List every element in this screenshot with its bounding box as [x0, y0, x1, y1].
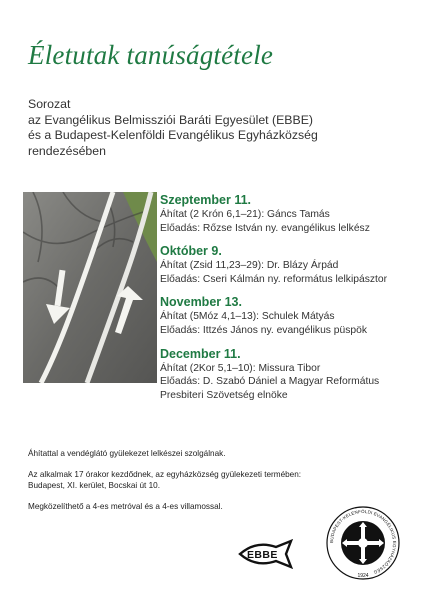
ebbe-fish-logo: [236, 539, 296, 574]
intro-line: és a Budapest-Kelenföldi Evangélikus Egyházközség: [28, 128, 318, 142]
intro-line: Sorozat: [28, 97, 71, 111]
note-venue-line: Az alkalmak 17 órakor kezdődnek, az egyházközség gyülekezeti termében:: [28, 470, 302, 479]
event-item: [160, 295, 415, 337]
church-seal-logo: [325, 505, 401, 586]
event-line: Áhítat (5Móz 4,1–13): Schulek Mátyás: [160, 311, 335, 323]
event-item: [160, 244, 415, 286]
notes: [28, 448, 301, 522]
page-title: Életutak tanúságtétele: [28, 40, 274, 70]
event-line: Áhítat (2Kor 5,1–10): Missura Tibor: [160, 362, 321, 374]
note-venue-address: Budapest, XI. kerület, Bocskai út 10.: [28, 481, 160, 490]
event-line: Presbiteri Szövetség elnöke: [160, 389, 288, 401]
event-date: Szeptember 11.: [160, 193, 252, 207]
note-venue: [28, 469, 301, 491]
event-date: November 13.: [160, 295, 242, 310]
note-worship: Áhítattal a vendéglátó gyülekezet lelkészei szolgálnak.: [28, 449, 226, 458]
event-line: Előadás: Cseri Kálmán ny. református lelkipásztor: [160, 273, 388, 285]
event-line: Előadás: Ittzés János ny. evangélikus püspök: [160, 324, 368, 336]
event-line: Áhítat (Zsid 11,23–29): Dr. Blázy Árpád: [160, 260, 339, 272]
event-item: [160, 193, 415, 235]
note-transport: Megközelíthető a 4-es metróval és a 4-es villamossal.: [28, 502, 223, 511]
event-date: December 11.: [160, 346, 241, 361]
event-list: [160, 193, 415, 411]
ebbe-logo-text: EBBE: [247, 549, 278, 561]
seal-ring-text: BUDAPEST-KELENFÖLDI EVANGÉLIKUS EGYHÁZKÖZSÉG: [328, 508, 398, 575]
intro-line: az Evangélikus Belmissziói Baráti Egyesület (EBBE): [28, 112, 313, 127]
intro-text: [28, 97, 318, 159]
event-date: Október 9.: [160, 244, 222, 259]
bike-lane-photo: [23, 192, 157, 383]
seal-year: 1924: [357, 573, 369, 579]
event-line: Előadás: Rőzse István ny. evangélikus lelkész: [160, 222, 370, 234]
event-line: Előadás: D. Szabó Dániel a Magyar Református: [160, 376, 380, 388]
event-item: [160, 347, 415, 403]
event-line: Áhítat (2 Krón 6,1–21): Gáncs Tamás: [160, 209, 330, 220]
intro-line: rendezésében: [28, 143, 106, 158]
